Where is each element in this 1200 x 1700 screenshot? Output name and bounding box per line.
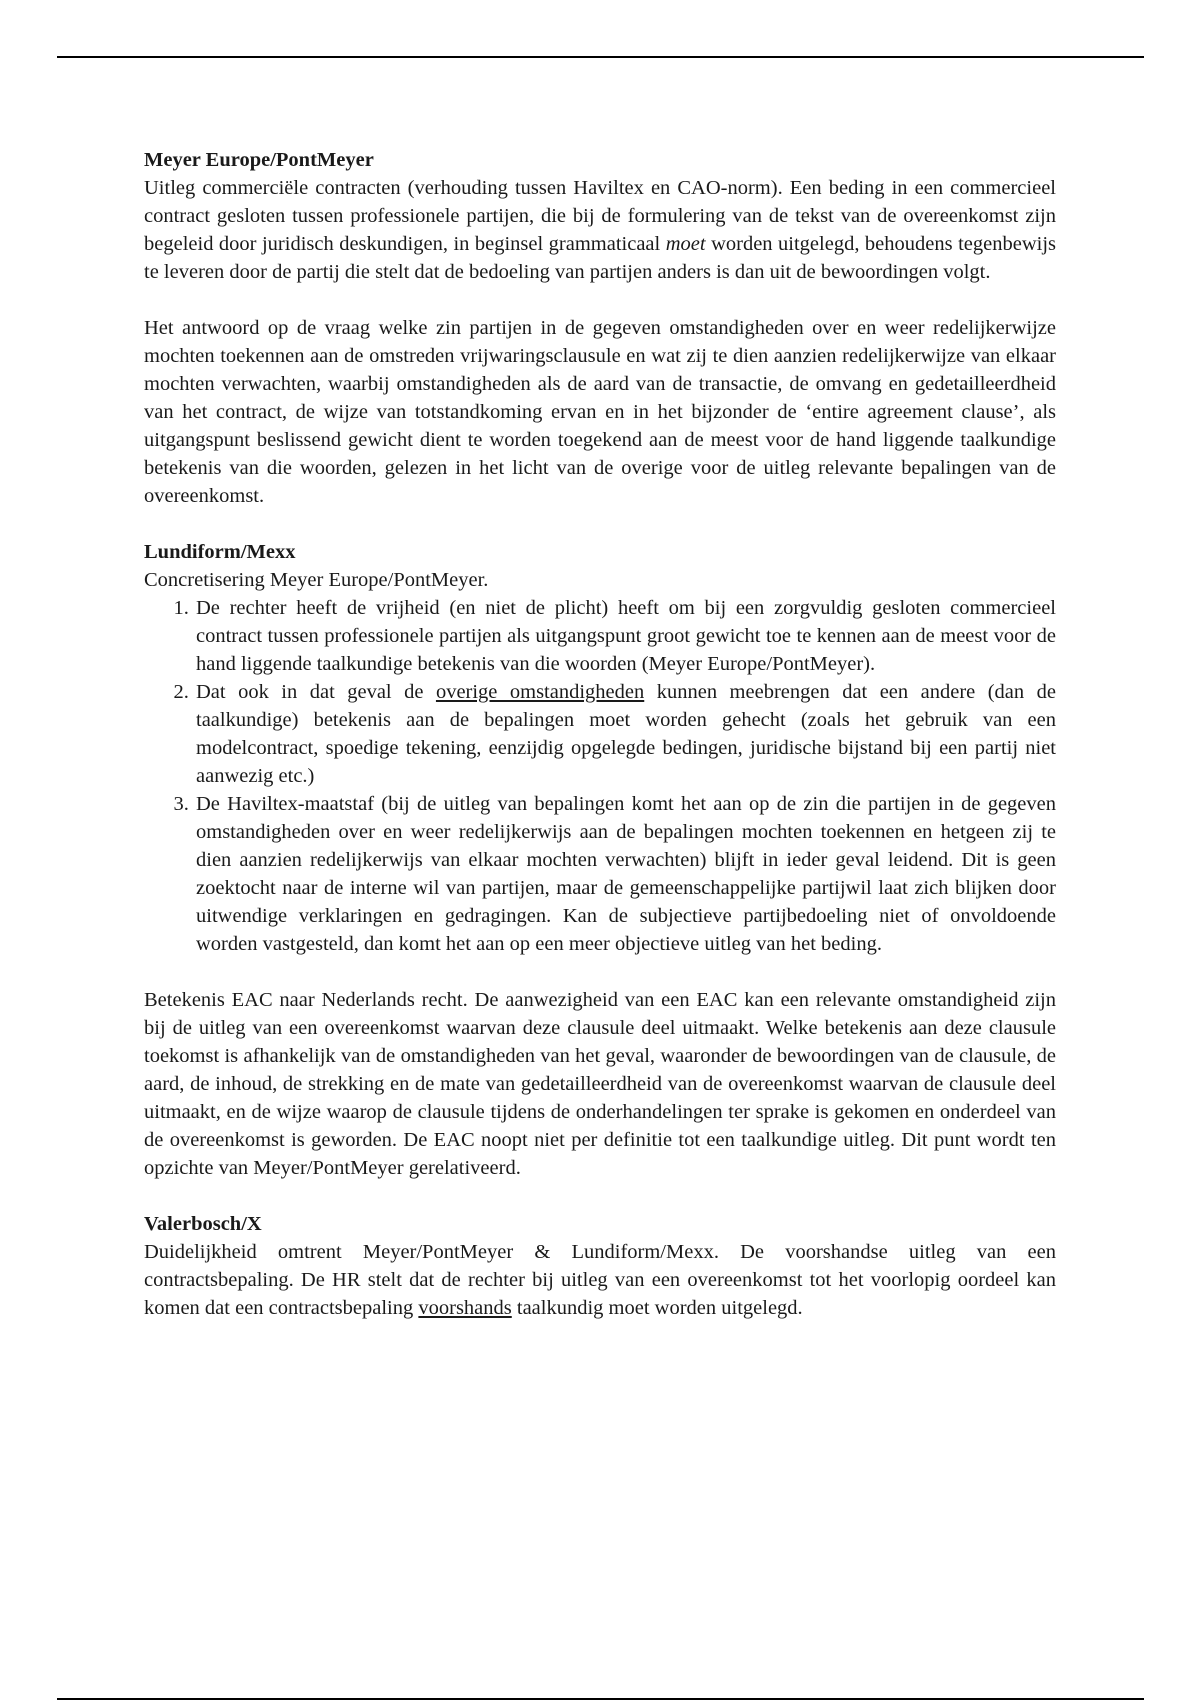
lundiform-list xyxy=(144,594,1056,958)
meyer-paragraph-2: Het antwoord op de vraag welke zin partijen in de gegeven omstandigheden over en weer redelijkerwijze mochten toekennen aan de omstreden vrijwaringsclausule en wat zij te dien aanzien redelijkerwijze van elkaar mochten verwachten, waarbij omstandigheden als de aard van de transactie, de omvang en gedetailleerdheid van het contract, de wijze van totstandkoming ervan en in het bijzonder de ‘entire agreement clause’, als uitgangspunt beslissend gewicht dient te worden toegekend aan de meest voor de hand liggende taalkundige betekenis van die woorden, gelezen in het licht van de overige voor de uitleg relevante bepalingen van de overeenkomst. xyxy=(144,317,1056,507)
document-body xyxy=(144,146,1056,1322)
list-item: 3. De Haviltex-maatstaf (bij de uitleg van bepalingen komt het aan op de zin die partijen in de gegeven omstandigheden over en weer redelijkerwijs aan de bepalingen mochten toekennen en hetgeen zij te dien aanzien redelijkerwijs van elkaar mochten verwachten) blijft in ieder geval leidend. Dit is geen zoektocht naar de interne wil van partijen, maar de gemeenschappelijke partijwil laat zich blijken door uitwendige verklaringen en gedragingen. Kan de subjectieve partijbedoeling niet of onvoldoende worden vastgesteld, dan komt het aan op een meer objectieve uitleg van het beding. xyxy=(194,790,1056,958)
emphasis-moet: moet xyxy=(665,233,706,255)
eac-paragraph: Betekenis EAC naar Nederlands recht. De aanwezigheid van een EAC kan een relevante omstandigheid zijn bij de uitleg van een overeenkomst waarvan deze clausule deel uitmaakt. Welke betekenis aan deze clausule toekomst is afhankelijk van de omstandigheden van het geval, waaronder de bewoordingen van de clausule, de aard, de inhoud, de strekking en de mate van gedetailleerdheid van de overeenkomst waarvan de clausule deel uitmaakt, en de wijze waarop de clausule tijdens de onderhandelingen ter sprake is gekomen en onderdeel van de overeenkomst is geworden. De EAC noopt niet per definitie tot een taalkundige uitleg. Dit punt wordt ten opzichte van Meyer/PontMeyer gerelativeerd. xyxy=(144,989,1056,1179)
section-heading-lundiform: Lundiform/Mexx xyxy=(144,541,296,563)
meyer-paragraph-1: Uitleg commerciële contracten (verhouding tussen Haviltex en CAO-norm). Een beding in een commercieel contract gesloten tussen professionele partijen, die bij de formulering van de tekst van de overeenkomst zijn begeleid door juridisch deskundigen, in beginsel grammaticaal moet worden uitgelegd, behoudens tegenbewijs te leveren door de partij die stelt dat de bedoeling van partijen anders is dan uit de bewoordingen volgt. xyxy=(144,177,1057,283)
section-heading-meyer: Meyer Europe/PontMeyer xyxy=(144,149,374,171)
underline-voorshands: voorshands xyxy=(418,1297,512,1319)
valerbosch-paragraph: Duidelijkheid omtrent Meyer/PontMeyer & Lundiform/Mexx. De voorshandse uitleg van een contractsbepaling. De HR stelt dat de rechter bij uitleg van een overeenkomst tot het voorlopig oordeel kan komen dat een contractsbepaling voorshands taalkundig moet worden uitgelegd. xyxy=(144,1241,1056,1319)
section-heading-valerbosch: Valerbosch/X xyxy=(144,1213,262,1235)
header-rule xyxy=(57,56,1144,58)
list-item: 1. De rechter heeft de vrijheid (en niet de plicht) heeft om bij een zorgvuldig gesloten commercieel contract tussen professionele partijen als uitgangspunt groot gewicht toe te kennen aan de meest voor de hand liggende taalkundige betekenis van die woorden (Meyer Europe/PontMeyer). xyxy=(194,594,1056,678)
list-item: 2. Dat ook in dat geval de overige omstandigheden kunnen meebrengen dat een andere (dan de taalkundige) betekenis aan de bepalingen moet worden gehecht (zoals het gebruik van een modelcontract, spoedige tekening, eenzijdig opgelegde bedingen, juridische bijstand bij een partij niet aanwezig etc.) xyxy=(194,678,1056,790)
underline-overige-omstandigheden: overige omstandigheden xyxy=(435,681,645,703)
lundiform-intro: Concretisering Meyer Europe/PontMeyer. xyxy=(144,569,489,591)
